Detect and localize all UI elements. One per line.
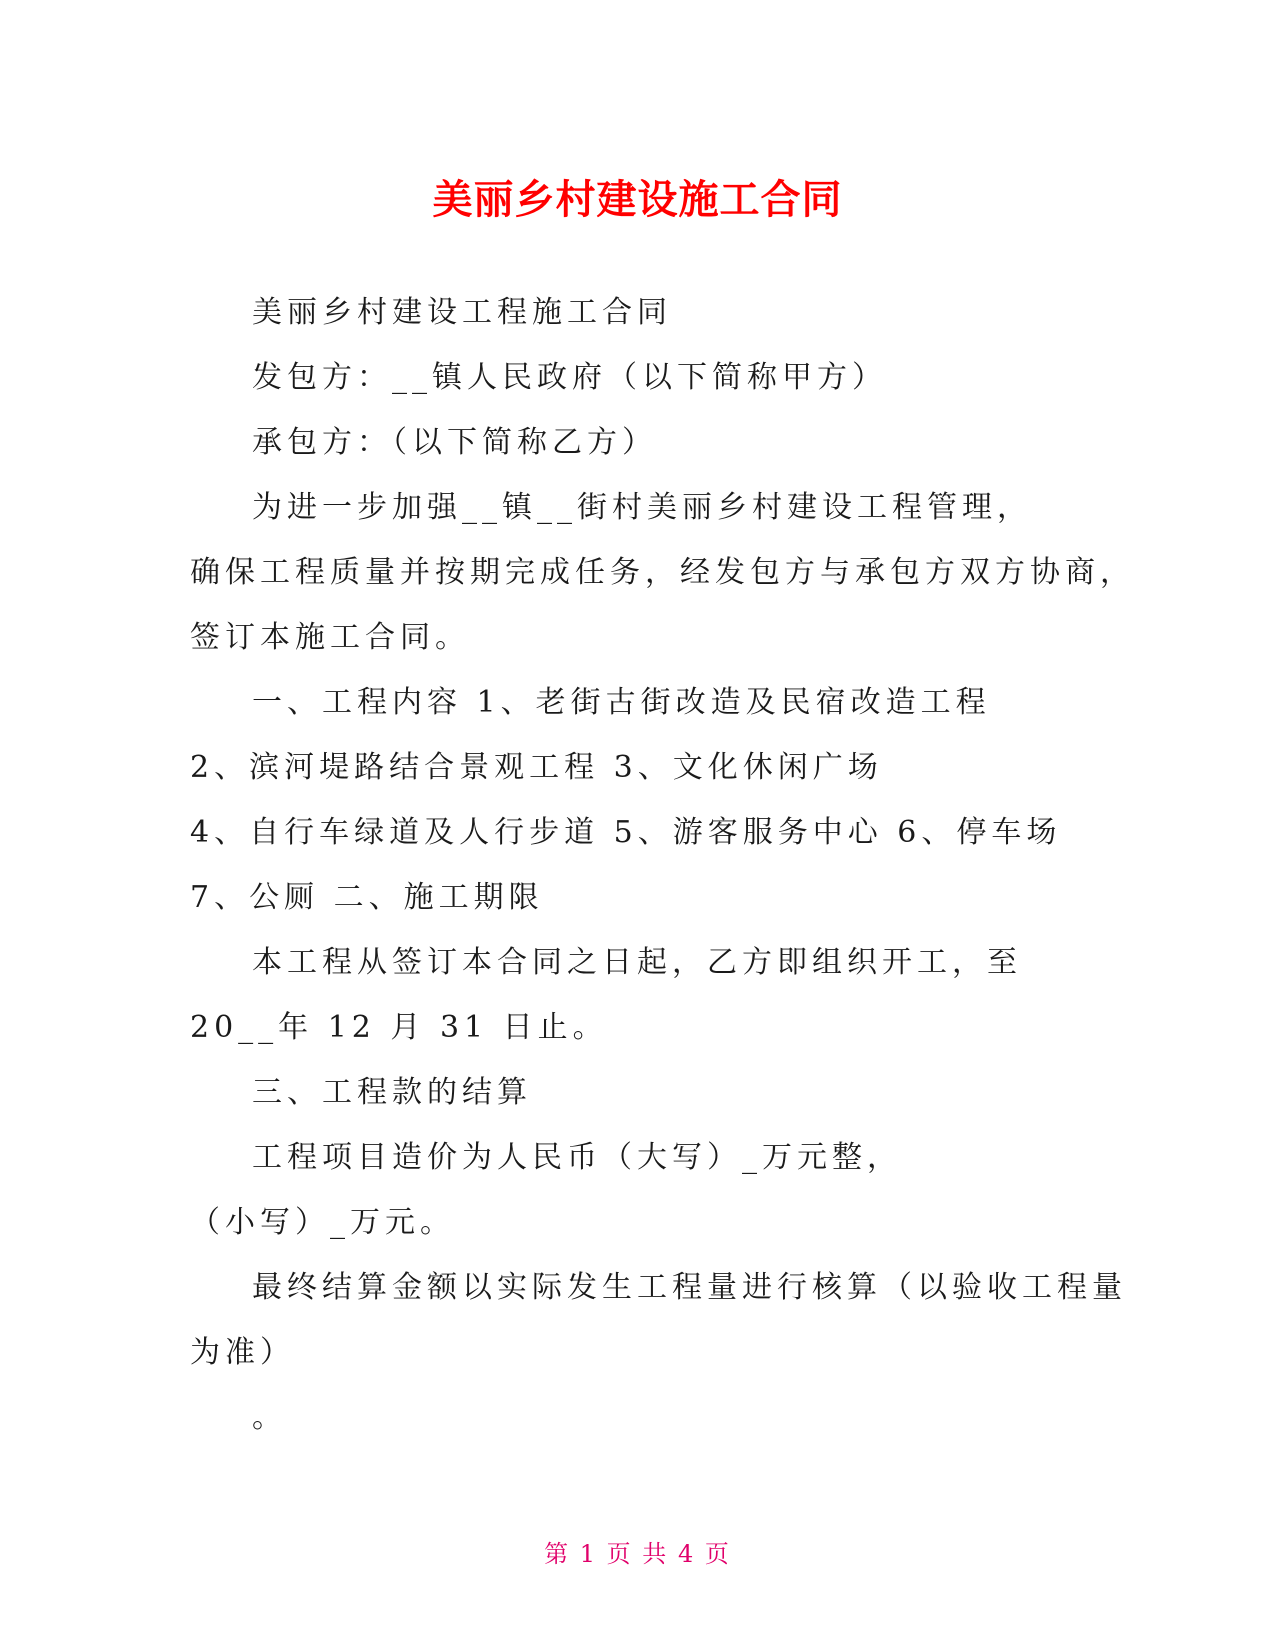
body-line: 4、自行车绿道及人行步道 5、游客服务中心 6、停车场 [190, 815, 1062, 850]
body-line: 签订本施工合同。 [190, 620, 470, 655]
body-line: 2、滨河堤路结合景观工程 3、文化休闲广场 [190, 750, 883, 785]
document-body [190, 295, 1135, 1468]
body-line: 最终结算金额以实际发生工程量进行核算（以验收工程量 [252, 1270, 1127, 1305]
body-line: 工程项目造价为人民币（大写）_万元整， [252, 1140, 902, 1175]
body-line: 发包方：__镇人民政府（以下简称甲方） [252, 360, 887, 395]
body-line: 7、公厕 二、施工期限 [190, 880, 544, 915]
page-number-footer: 第 1 页 共 4 页 [544, 1540, 731, 1568]
body-line: 本工程从签订本合同之日起，乙方即组织开工，至 [252, 945, 1022, 980]
body-line: 承包方：（以下简称乙方） [252, 425, 657, 460]
body-line: 三、工程款的结算 [252, 1075, 532, 1110]
body-line: 。 [252, 1400, 287, 1435]
body-line: 美丽乡村建设工程施工合同 [252, 295, 672, 330]
body-line: （小写）_万元。 [190, 1205, 455, 1240]
body-line: 20__年 12 月 31 日止。 [190, 1010, 608, 1045]
body-line: 为准） [190, 1335, 295, 1370]
body-line: 为进一步加强__镇__街村美丽乡村建设工程管理， [252, 490, 1032, 525]
body-line: 确保工程质量并按期完成任务，经发包方与承包方双方协商， [190, 555, 1135, 590]
document-title: 美丽乡村建设施工合同 [432, 177, 843, 223]
body-line: 一、工程内容 1、老街古街改造及民宿改造工程 [252, 685, 991, 720]
